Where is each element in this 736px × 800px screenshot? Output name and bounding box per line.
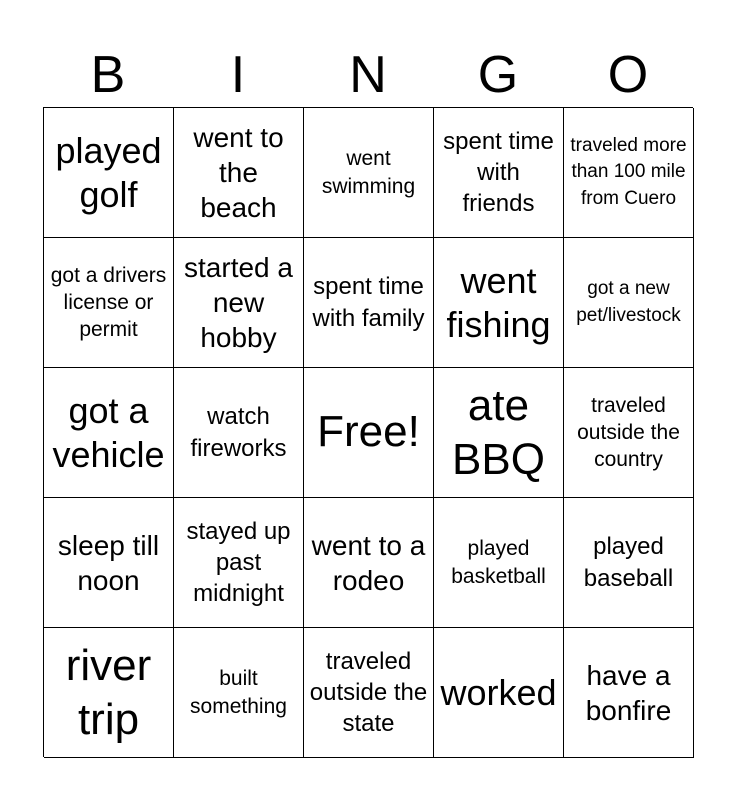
cell-text: river trip <box>65 640 152 744</box>
header-letter-i: I <box>230 46 246 104</box>
cell-text: have a bonfire <box>585 659 672 726</box>
cell-text: got a vehicle <box>52 390 165 475</box>
bingo-cell[interactable] <box>434 368 564 498</box>
bingo-cell[interactable] <box>44 498 174 628</box>
bingo-cell[interactable] <box>174 368 304 498</box>
cell-text: built something <box>190 667 287 718</box>
cell-text: spent time with family <box>312 273 425 332</box>
header-letter-n: N <box>349 46 387 104</box>
bingo-cell[interactable] <box>44 628 174 758</box>
bingo-cell[interactable] <box>174 108 304 238</box>
bingo-board <box>43 107 693 757</box>
bingo-cell[interactable] <box>304 498 434 628</box>
cell-text: went fishing <box>446 260 551 345</box>
bingo-cell[interactable] <box>304 238 434 368</box>
header-letter-g: G <box>477 46 519 104</box>
cell-text: traveled more than 100 mile from Cuero <box>570 135 687 209</box>
cell-text: got a drivers license or permit <box>50 263 167 342</box>
bingo-cell[interactable] <box>174 238 304 368</box>
cell-text: went to the beach <box>193 122 284 223</box>
header-letter-o: O <box>607 46 649 104</box>
cell-text: went to a rodeo <box>311 529 426 596</box>
bingo-cell[interactable] <box>564 498 694 628</box>
cell-text: went swimming <box>321 147 416 198</box>
cell-text: started a new hobby <box>184 252 293 353</box>
bingo-cell[interactable] <box>304 108 434 238</box>
cell-text: played baseball <box>583 533 674 592</box>
cell-text: traveled outside the country <box>577 393 680 472</box>
cell-text: traveled outside the state <box>309 647 428 738</box>
bingo-cell[interactable] <box>434 628 564 758</box>
free-space-text: Free! <box>317 407 420 457</box>
bingo-cell[interactable] <box>564 108 694 238</box>
cell-text: got a new pet/livestock <box>576 278 681 326</box>
cell-text: sleep till noon <box>57 529 160 596</box>
cell-text: worked <box>440 671 557 713</box>
bingo-cell[interactable] <box>44 238 174 368</box>
bingo-cell[interactable] <box>44 108 174 238</box>
free-space[interactable] <box>304 368 434 498</box>
bingo-cell[interactable] <box>174 628 304 758</box>
bingo-header <box>43 44 693 106</box>
cell-text: watch fireworks <box>190 403 287 462</box>
bingo-cell[interactable] <box>564 368 694 498</box>
bingo-cell[interactable] <box>434 238 564 368</box>
bingo-cell[interactable] <box>434 498 564 628</box>
cell-text: ate BBQ <box>452 380 545 484</box>
bingo-cell[interactable] <box>564 628 694 758</box>
cell-text: stayed up past midnight <box>186 517 291 608</box>
bingo-cell[interactable] <box>304 628 434 758</box>
bingo-cell[interactable] <box>174 498 304 628</box>
cell-text: spent time with friends <box>443 127 554 218</box>
bingo-cell[interactable] <box>434 108 564 238</box>
header-letter-b: B <box>90 46 126 104</box>
bingo-cell[interactable] <box>44 368 174 498</box>
cell-text: played basketball <box>451 537 546 588</box>
bingo-cell[interactable] <box>564 238 694 368</box>
cell-text: played golf <box>55 130 162 215</box>
